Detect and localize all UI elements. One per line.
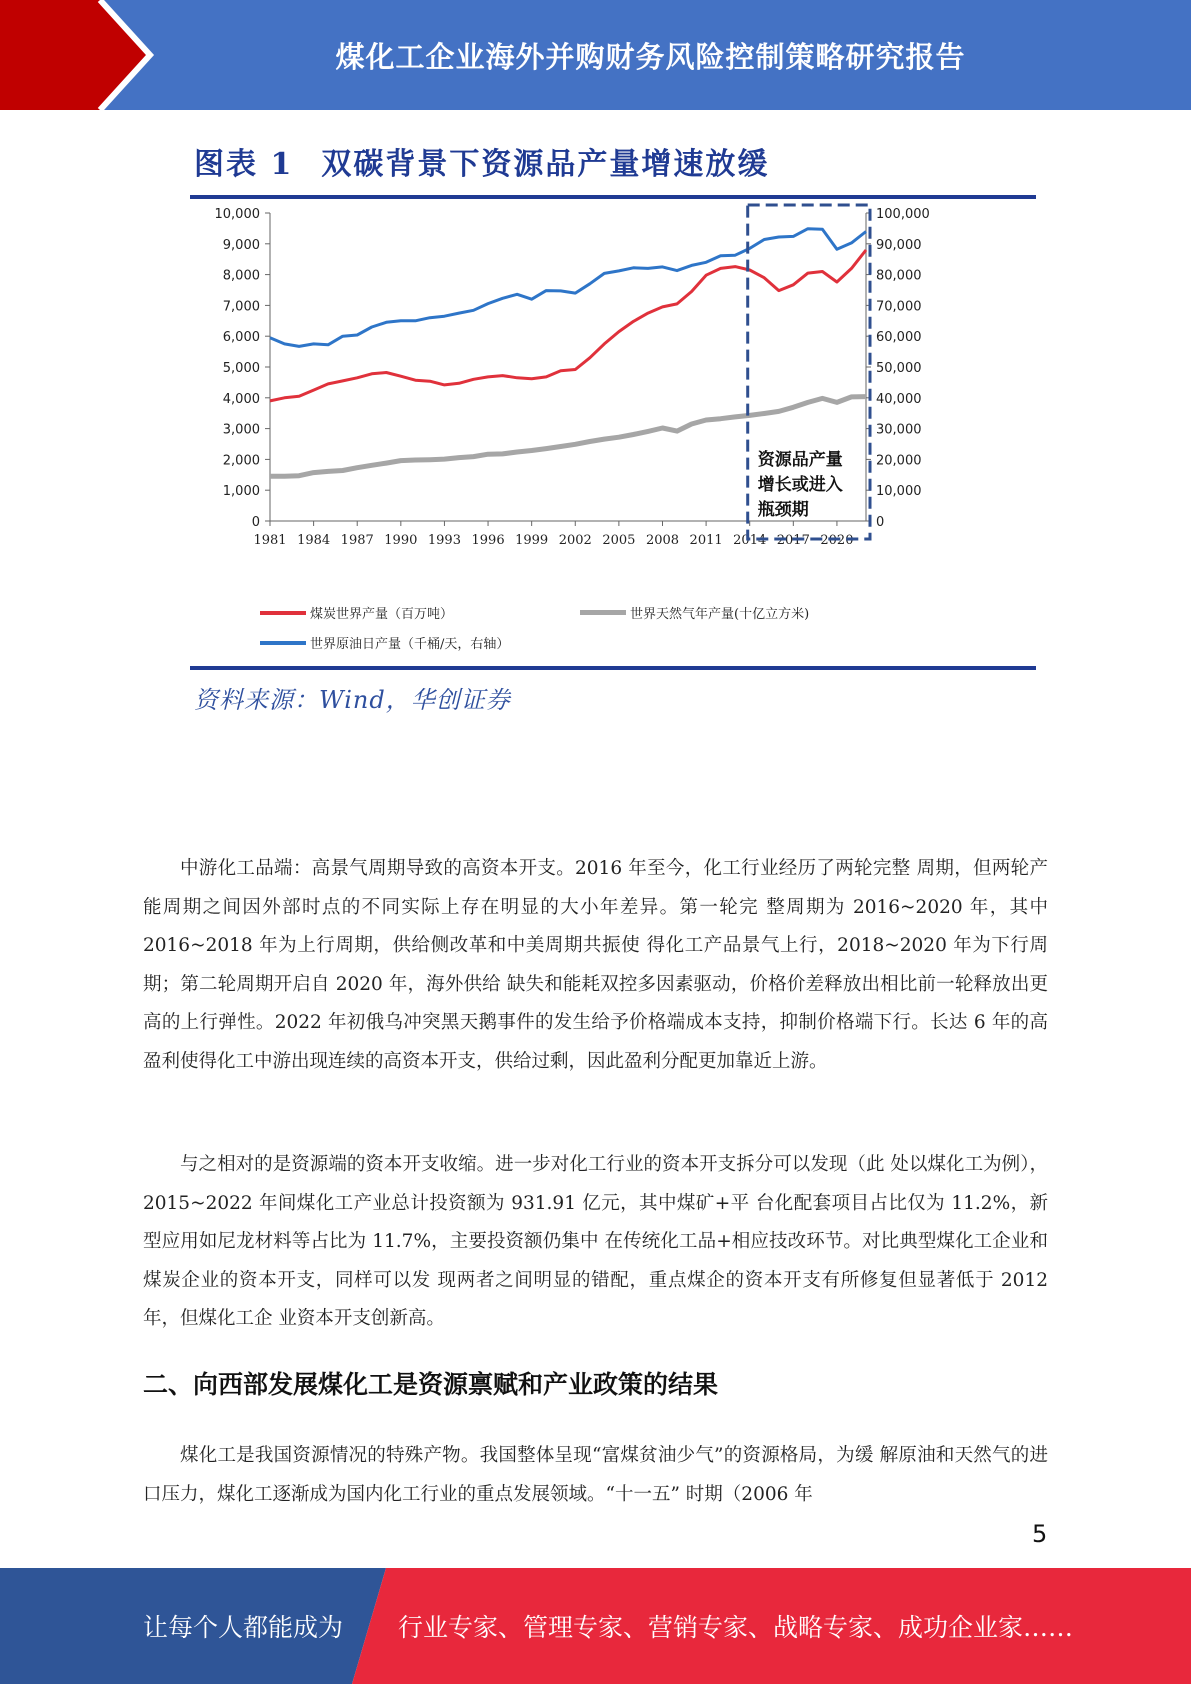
report-title: 煤化工企业海外并购财务风险控制策略研究报告 — [335, 39, 966, 74]
y-tick-label-left: 3,000 — [222, 422, 260, 438]
y-tick-label-right: 60,000 — [876, 330, 922, 346]
annotation-text: 增长或进入 — [757, 475, 843, 495]
x-tick-label: 1999 — [515, 533, 549, 548]
x-tick-label: 2017 — [776, 533, 810, 548]
legend-label-coal: 煤炭世界产量（百万吨） — [310, 607, 454, 622]
y-tick-label-left: 8,000 — [222, 268, 260, 284]
x-tick-label: 1981 — [253, 533, 287, 548]
series-line-0 — [270, 250, 866, 401]
y-tick-label-left: 4,000 — [222, 391, 260, 407]
page-footer — [0, 1568, 1191, 1684]
legend-item-oil — [260, 633, 509, 652]
line-chart — [140, 203, 1040, 653]
y-tick-label-left: 2,000 — [222, 453, 260, 469]
x-tick-label: 1990 — [384, 533, 418, 548]
x-tick-label: 2014 — [733, 533, 767, 548]
figure-1 — [140, 125, 1040, 725]
annotation-text: 资源品产量 — [757, 450, 843, 470]
x-tick-label: 1987 — [340, 533, 374, 548]
figure-bottom-rule — [190, 666, 1036, 670]
x-tick-label: 2020 — [820, 533, 854, 548]
y-tick-label-right: 70,000 — [876, 299, 922, 315]
y-tick-label-right: 100,000 — [876, 207, 930, 222]
y-tick-label-left: 7,000 — [222, 299, 260, 315]
page-number: 5 — [1032, 1520, 1048, 1548]
paragraph-text: 中游化工品端：高景气周期导致的高资本开支。2016 年至今，化工行业经历了两轮完整 周期，但两轮产能周期之间因外部时点的不同实际上存在明显的大小年差异。第一轮完 整周期为 2016~2020 年，其中 2016~2018 年为上行周期，供给侧改革和中美周期共振使 得化工产品景气上行，2018~2020 年为下行周期；第二轮周期开启自 2020 年，海外供给 缺失和能耗双控多因素驱动，价格价差释放出相比前一轮释放出更高的上行弹性。2022 年初俄乌冲突黑天鹅事件的发生给予价格端成本支持，抑制价格端下行。长达 6 年的高 盈利使得化工中游出现连续的高资本开支，供给过剩，因此盈利分配更加靠近上游。 — [143, 858, 1048, 1072]
legend-swatch-oil — [260, 641, 306, 645]
x-tick-label: 2002 — [558, 533, 592, 548]
legend-label-gas: 世界天然气年产量(十亿立方米) — [630, 607, 810, 622]
paragraph-midstream — [143, 850, 1048, 1081]
x-tick-label: 1984 — [297, 533, 331, 548]
x-tick-label: 1993 — [427, 533, 461, 548]
paragraph-coal-chemical — [143, 1437, 1048, 1514]
header-arrow-icon — [0, 0, 160, 110]
y-tick-label-right: 30,000 — [876, 422, 922, 438]
y-tick-label-right: 80,000 — [876, 268, 922, 284]
y-tick-label-right: 90,000 — [876, 237, 922, 253]
x-tick-label: 1996 — [471, 533, 505, 548]
y-tick-label-right: 0 — [876, 515, 885, 530]
y-tick-label-right: 50,000 — [876, 361, 922, 376]
page-header — [0, 0, 1191, 110]
y-tick-label-left: 1,000 — [222, 484, 260, 500]
y-tick-label-right: 10,000 — [876, 484, 922, 500]
figure-title — [194, 139, 769, 183]
y-tick-label-left: 0 — [251, 515, 260, 530]
legend-item-coal — [260, 603, 453, 622]
paragraph-text: 与之相对的是资源端的资本开支收缩。进一步对化工行业的资本开支拆分可以发现（此 处以煤化工为例），2015~2022 年间煤化工产业总计投资额为 931.91 亿元，其中煤矿+平 台化配套项目占比仅为 11.2%，新型应用如尼龙材料等占比为 11.7%，主要投资额仍集中 在传统化工品+相应技改环节。对比典型煤化工企业和煤炭企业的资本开支，同样可以发 现两者之间明显的错配，重点煤企的资本开支有所修复但显著低于 2012 年，但煤化工企 业资本开支创新高。 — [143, 1154, 1048, 1329]
y-tick-label-left: 10,000 — [214, 207, 260, 222]
figure-source: 资料来源：Wind，华创证券 — [194, 686, 511, 714]
figure-number: 图表 1 — [194, 147, 294, 182]
paragraph-text: 煤化工是我国资源情况的特殊产物。我国整体呈现“富煤贫油少气”的资源格局，为缓 解原油和天然气的进口压力，煤化工逐渐成为国内化工行业的重点发展领域。“十一五” 时期（2006 年 — [143, 1445, 1048, 1505]
y-tick-label-left: 5,000 — [222, 361, 260, 376]
figure-top-rule — [190, 195, 1036, 199]
footer-slogan-right: 行业专家、管理专家、营销专家、战略专家、成功企业家…… — [398, 1613, 1074, 1642]
x-tick-label: 2005 — [602, 533, 636, 548]
y-tick-label-left: 9,000 — [222, 237, 260, 253]
y-tick-label-right: 20,000 — [876, 453, 922, 469]
legend-label-oil: 世界原油日产量（千桶/天，右轴） — [310, 637, 510, 652]
x-tick-label: 2008 — [645, 533, 680, 548]
legend-item-gas — [580, 603, 809, 622]
section-heading: 二、向西部发展煤化工是资源禀赋和产业政策的结果 — [143, 1370, 719, 1399]
footer-slogan-left: 让每个人都能成为 — [143, 1613, 344, 1642]
figure-caption: 双碳背景下资源品产量增速放缓 — [321, 147, 770, 182]
annotation-text: 瓶颈期 — [757, 500, 809, 520]
paragraph-resource-capex — [143, 1146, 1048, 1339]
y-tick-label-left: 6,000 — [222, 330, 260, 346]
x-tick-label: 2011 — [689, 533, 723, 548]
y-tick-label-right: 40,000 — [876, 391, 922, 407]
legend-swatch-gas — [580, 610, 626, 615]
legend-swatch-coal — [260, 611, 306, 615]
